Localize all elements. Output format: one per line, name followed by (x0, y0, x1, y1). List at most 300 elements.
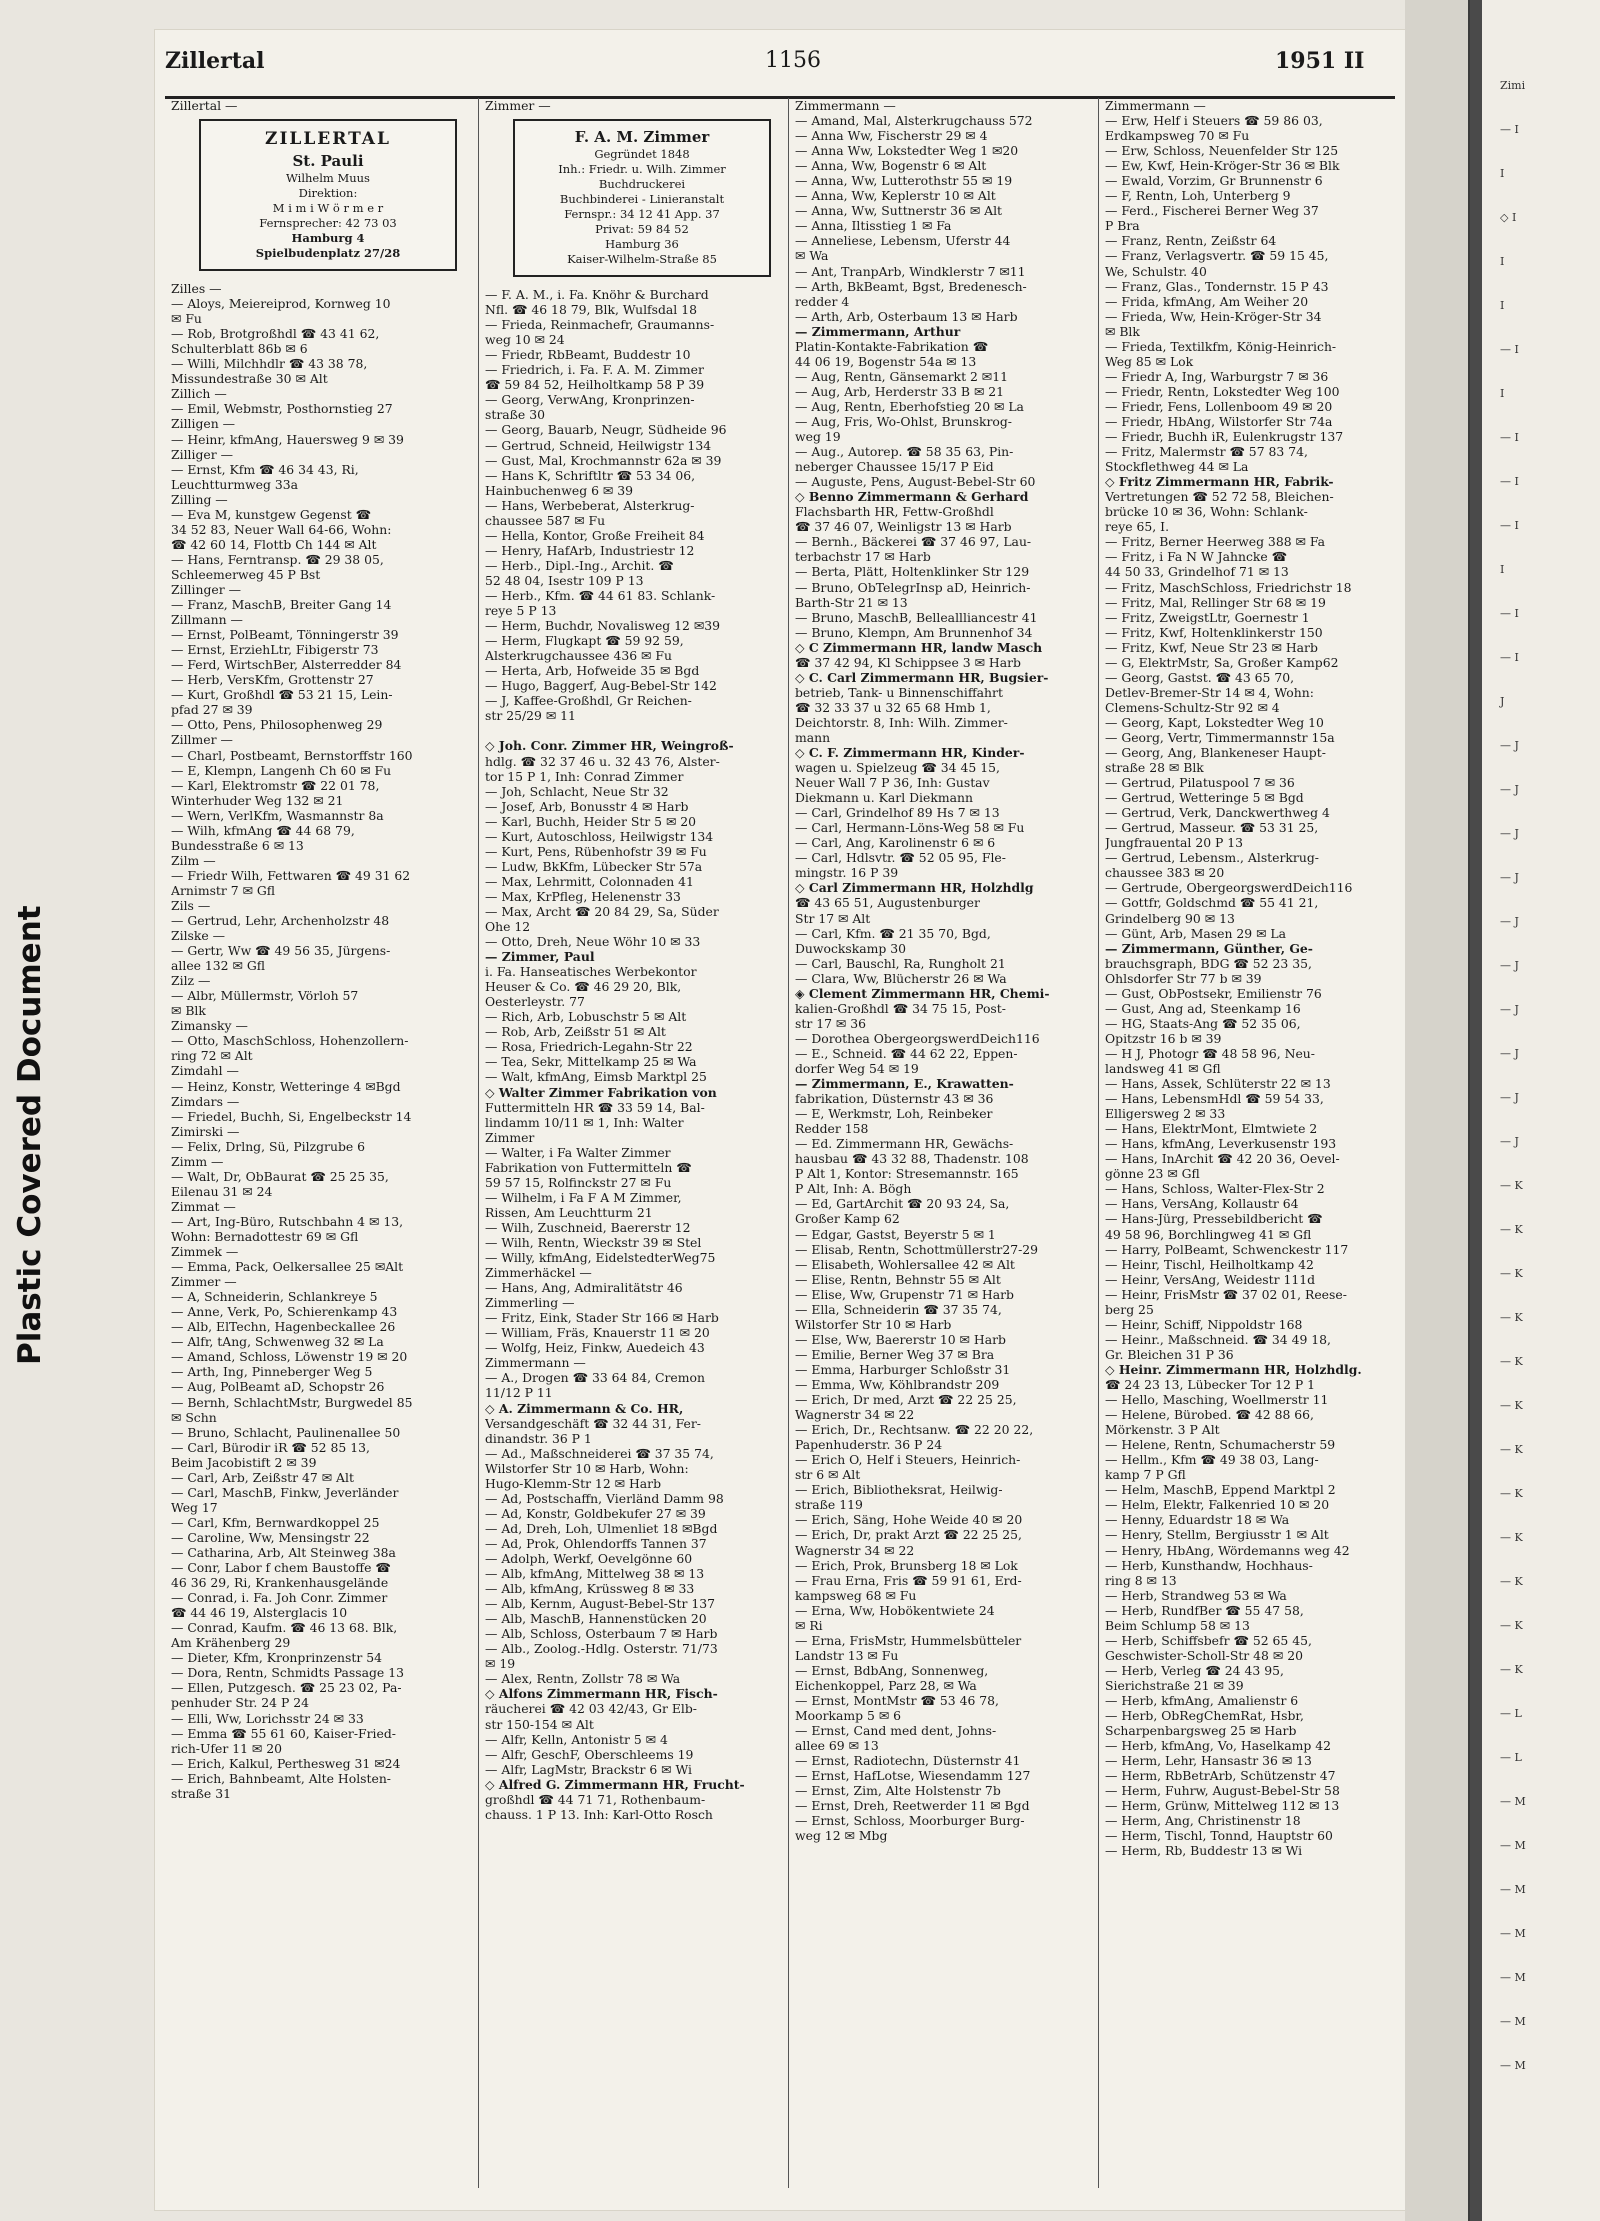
next-page-fragment: I (1500, 563, 1505, 576)
directory-entry-line: straße 31 (171, 1785, 231, 1801)
ad-city: Hamburg 36 (605, 237, 679, 252)
directory-entry-line: ☎ 37 42 94, Kl Schippsee 3 ✉ Harb (795, 654, 1021, 670)
directory-entry-line: fabrikation, Düsternstr 43 ✉ 36 (795, 1091, 994, 1107)
directory-entry-line: — Conrad, Kaufm. ☎ 46 13 68. Blk, (171, 1620, 398, 1636)
directory-entry-line: — Georg, Ang, Blankeneser Haupt- (1105, 745, 1326, 761)
next-page-fragment: — J (1500, 1091, 1519, 1104)
directory-entry-line: Zimansky — (171, 1018, 248, 1034)
directory-entry-line: gönne 23 ✉ Gfl (1105, 1166, 1200, 1182)
directory-entry-line: — Carl, Bauschl, Ra, Rungholt 21 (795, 955, 1006, 971)
directory-entry-line: Missundestraße 30 ✉ Alt (171, 371, 328, 387)
directory-entry-line: — Dorothea ObergeorgswerdDeich116 (795, 1030, 1040, 1046)
directory-entry-line: — Alb, Kernm, August-Bebel-Str 137 (485, 1596, 716, 1612)
directory-entry-line: — A., Drogen ☎ 33 64 84, Cremon (485, 1370, 705, 1386)
directory-entry-line: Zimmat — (171, 1198, 236, 1214)
directory-entry-line: Eichenkoppel, Parz 28, ✉ Wa (795, 1677, 977, 1693)
directory-entry-line: Grindelberg 90 ✉ 13 (1105, 910, 1235, 926)
directory-entry-line: — Rob, Arb, Zeißstr 51 ✉ Alt (485, 1024, 666, 1040)
directory-entry-line: Neuer Wall 7 P 36, Inh: Gustav (795, 775, 990, 791)
directory-entry-line: — Dieter, Kfm, Kronprinzenstr 54 (171, 1650, 383, 1666)
directory-entry-line: Wagnerstr 34 ✉ 22 (795, 1407, 915, 1423)
directory-entry-line: ◇ C. F. Zimmermann HR, Kinder- (795, 745, 1025, 761)
directory-entry-line: neberger Chaussee 15/17 P Eid (795, 459, 994, 475)
directory-entry-line: Str 17 ✉ Alt (795, 910, 871, 926)
directory-entry-line: — Aug., Autorep. ☎ 58 35 63, Pin- (795, 444, 1014, 460)
ad-line: Direktion: (298, 186, 358, 201)
directory-entry-line: Hainbuchenweg 6 ✉ 39 (485, 482, 633, 498)
next-page-fragment: — J (1500, 783, 1519, 796)
directory-entry-line: — Carl, MaschB, Finkw, Jeverländer (171, 1484, 399, 1500)
directory-entry-line: Großer Kamp 62 (795, 1211, 900, 1227)
directory-entry-line: ◇ Alfons Zimmermann HR, Fisch- (485, 1686, 718, 1702)
directory-entry-line (485, 723, 785, 738)
directory-entry-line: — Frieda, Ww, Hein-Kröger-Str 34 (1105, 308, 1322, 324)
directory-entry-line: — Ernst, MontMstr ☎ 53 46 78, (795, 1692, 999, 1708)
directory-entry-line: — Ernst, Radiotechn, Düsternstr 41 (795, 1753, 1021, 1769)
directory-entry-line: redder 4 (795, 293, 850, 309)
directory-entry-line: — Fritz, Kwf, Neue Str 23 ✉ Harb (1105, 639, 1318, 655)
directory-entry-line: — Gertrud, Pilatuspool 7 ✉ 36 (1105, 775, 1295, 791)
directory-entry-line: — Carl, Hdlsvtr. ☎ 52 05 95, Fle- (795, 850, 1006, 866)
ad-phone: Fernspr.: 34 12 41 App. 37 (564, 207, 720, 222)
directory-entry-line: — Herb, Verleg ☎ 24 43 95, (1105, 1662, 1284, 1678)
directory-entry-line: — Franz, Rentn, Zeißstr 64 (1105, 233, 1277, 249)
next-page-fragment: — K (1500, 1531, 1523, 1544)
directory-entry-line: Zilles — (171, 281, 222, 297)
directory-entry-line: — Else, Ww, Baererstr 10 ✉ Harb (795, 1331, 1006, 1347)
directory-entry-line: — Ewald, Vorzim, Gr Brunnenstr 6 (1105, 173, 1323, 189)
directory-entry-line: — Ed, GartArchit ☎ 20 93 24, Sa, (795, 1196, 1010, 1212)
directory-entry-line: chaussee 587 ✉ Fu (485, 512, 606, 528)
directory-entry-line: rich-Ufer 11 ✉ 20 (171, 1740, 283, 1756)
directory-entry-line: Zimdahl — (171, 1063, 239, 1079)
directory-entry-line: — Hans-Jürg, Pressebildbericht ☎ (1105, 1211, 1323, 1227)
directory-entry-line: — Felix, Drlng, Sü, Pilzgrube 6 (171, 1138, 366, 1154)
directory-entry-line: — Bernh, SchlachtMstr, Burgwedel 85 (171, 1394, 413, 1410)
directory-entry-line: — Caroline, Ww, Mensingstr 22 (171, 1529, 370, 1545)
next-page-fragment: I (1500, 387, 1505, 400)
ad-line: Buchdruckerei (598, 177, 686, 192)
directory-entry-line: Wagnerstr 34 ✉ 22 (795, 1542, 915, 1558)
next-page-fragment: Zimi (1500, 79, 1526, 92)
directory-entry-line: — Otto, Pens, Philosophenweg 29 (171, 717, 383, 733)
directory-entry-line: — Auguste, Pens, August-Bebel-Str 60 (795, 474, 1036, 490)
directory-entry-line: mann (795, 729, 831, 745)
directory-entry-line: — Alfr, Kelln, Antonistr 5 ✉ 4 (485, 1731, 668, 1747)
next-page-fragment: I (1500, 255, 1505, 268)
directory-entry-line: — Amand, Mal, Alsterkrugchauss 572 (795, 113, 1033, 129)
directory-entry-line: — Carl, Kfm, Bernwardkoppel 25 (171, 1514, 380, 1530)
directory-entry-line: — Art, Ing-Büro, Rutschbahn 4 ✉ 13, (171, 1213, 404, 1229)
directory-entry-line: — Anna, Ww, Bogenstr 6 ✉ Alt (795, 158, 987, 174)
next-page-fragment: — J (1500, 827, 1519, 840)
directory-entry-line: dorfer Weg 54 ✉ 19 (795, 1061, 919, 1076)
directory-entry-line: Futtermitteln HR ☎ 33 59 14, Bal- (485, 1099, 705, 1115)
directory-entry-line: kampsweg 68 ✉ Fu (795, 1587, 917, 1603)
directory-entry-line: — Hans K, Schriftltr ☎ 53 34 06, (485, 467, 696, 483)
ad-line: Wilhelm Muus (286, 171, 370, 186)
directory-entry-line: — Georg, Bauarb, Neugr, Südheide 96 (485, 422, 727, 438)
directory-entry-line: — Anne, Verk, Po, Schierenkamp 43 (171, 1304, 398, 1320)
next-page-fragment: — M (1500, 1883, 1526, 1896)
directory-entry-line: — Ferd., Fischerei Berner Weg 37 (1105, 203, 1319, 219)
directory-entry-line: — Wolfg, Heiz, Finkw, Auedeich 43 (485, 1340, 705, 1356)
directory-entry-line: — Ella, Schneiderin ☎ 37 35 74, (795, 1301, 1002, 1317)
directory-entry-line: — Carl, Arb, Zeißstr 47 ✉ Alt (171, 1469, 354, 1485)
directory-entry-line: — Hans, LebensmHdl ☎ 59 54 33, (1105, 1091, 1324, 1107)
next-page-fragment: — M (1500, 1839, 1526, 1852)
directory-entry-line: — Harry, PolBeamt, Schwenckestr 117 (1105, 1241, 1349, 1257)
directory-entry-line: Zilling — (171, 491, 228, 507)
directory-entry-line: ◇ Benno Zimmermann & Gerhard (795, 489, 1029, 505)
directory-entry-line: — Emma ☎ 55 61 60, Kaiser-Fried- (171, 1725, 396, 1741)
directory-entry-line: — Karl, Elektromstr ☎ 22 01 78, (171, 777, 380, 793)
ad-line: Buchbinderei - Linieranstalt (559, 192, 725, 207)
directory-entry-line: — Albr, Müllermstr, Vörloh 57 (171, 988, 359, 1004)
directory-entry-line: ✉ Fu (171, 311, 202, 327)
page-gutter (1405, 0, 1468, 2221)
directory-entry-line: Zimmek — (171, 1244, 239, 1260)
directory-entry-line: — Frieda, Reinmachefr, Graumanns- (485, 317, 715, 333)
directory-entry-line: — Fritz, MaschSchloss, Friedrichstr 18 (1105, 579, 1352, 595)
directory-entry-line: — Adolph, Werkf, Oevelgönne 60 (485, 1550, 693, 1566)
directory-entry-line: weg 10 ✉ 24 (485, 332, 565, 348)
directory-entry-line: — Heinr., Maßschneid. ☎ 34 49 18, (1105, 1331, 1331, 1347)
directory-entry-line: — Hans, InArchit ☎ 42 20 36, Oevel- (1105, 1151, 1340, 1167)
directory-entry-line: Elligersweg 2 ✉ 33 (1105, 1106, 1226, 1122)
ad-line: Inh.: Friedr. u. Wilh. Zimmer (558, 162, 726, 177)
directory-entry-line: — Henry, Stellm, Bergiusstr 1 ✉ Alt (1105, 1527, 1329, 1543)
directory-entry-line: — H J, Photogr ☎ 48 58 96, Neu- (1105, 1045, 1315, 1061)
directory-entry-line: Zimmer — (485, 98, 551, 113)
directory-entry-line: Moorkamp 5 ✉ 6 (795, 1708, 902, 1724)
directory-entry-line: — Hellm., Kfm ☎ 49 38 03, Lang- (1105, 1452, 1319, 1468)
directory-entry-line: — Anna, Ww, Suttnerstr 36 ✉ Alt (795, 203, 1003, 219)
directory-entry-line: — Charl, Postbeamt, Bernstorffstr 160 (171, 747, 413, 763)
directory-entry-line: ◇ Walter Zimmer Fabrikation von (485, 1084, 717, 1100)
directory-entry-line: — Wilh, Zuschneid, Baererstr 12 (485, 1219, 691, 1235)
directory-entry-line: 46 36 29, Ri, Krankenhausgelände (171, 1575, 389, 1591)
directory-entry-line: — Anna, Ww, Lutterothstr 55 ✉ 19 (795, 173, 1013, 189)
directory-entry-line: brücke 10 ✉ 36, Wohn: Schlank- (1105, 504, 1308, 520)
directory-entry-line: — Ludw, BkKfm, Lübecker Str 57a (485, 858, 703, 874)
directory-entry-line: — Wern, VerlKfm, Wasmannstr 8a (171, 807, 384, 823)
header-left: Zillertal (165, 48, 265, 74)
directory-entry-line: — Georg, Kapt, Lokstedter Weg 10 (1105, 714, 1324, 730)
directory-entry-line: Weg 85 ✉ Lok (1105, 353, 1194, 369)
next-page-fragment: J (1500, 695, 1505, 708)
directory-entry-line: — Zimmermann, E., Krawatten- (795, 1076, 1014, 1092)
directory-entry-line: — Friedrich, i. Fa. F. A. M. Zimmer (485, 362, 704, 378)
next-page-fragment: — K (1500, 1179, 1523, 1192)
directory-entry-line: — Henry, HafArb, Industriestr 12 (485, 542, 695, 558)
directory-entry-line: Detlev-Bremer-Str 14 ✉ 4, Wohn: (1105, 684, 1314, 700)
directory-entry-line: Wohn: Bernadottestr 69 ✉ Gfl (171, 1229, 359, 1244)
next-page-fragment: — K (1500, 1223, 1523, 1236)
directory-entry-line: — E., Schneid. ☎ 44 62 22, Eppen- (795, 1045, 1018, 1061)
next-page-fragment: — J (1500, 1003, 1519, 1016)
directory-entry-line: — Friedr Wilh, Fettwaren ☎ 49 31 62 (171, 867, 411, 883)
directory-entry-line: — Herm, RbBetrArb, Schützenstr 47 (1105, 1768, 1336, 1784)
directory-entry-line: ✉ Blk (171, 1003, 206, 1019)
column-1 (171, 98, 471, 1801)
next-page-fragment: — J (1500, 739, 1519, 752)
directory-entry-line: — Erich O, Helf i Steuers, Heinrich- (795, 1452, 1021, 1468)
directory-entry-line: — Eva M, kunstgew Gegenst ☎ (171, 506, 372, 522)
next-page-fragment: — K (1500, 1487, 1523, 1500)
directory-entry-line: — Erich, Prok, Brunsberg 18 ✉ Lok (795, 1557, 1018, 1573)
directory-entry-line: — Erich, Bibliotheksrat, Heilwig- (795, 1482, 1003, 1498)
directory-entry-line: — Aug, PolBeamt aD, Schopstr 26 (171, 1379, 385, 1395)
next-page-fragment: — M (1500, 1927, 1526, 1940)
directory-entry-line: Alsterkrugchaussee 436 ✉ Fu (485, 648, 672, 664)
directory-entry-line: Zils — (171, 897, 211, 913)
directory-entry-line: reye 65, I. (1105, 519, 1170, 535)
next-page-fragment: — K (1500, 1311, 1523, 1324)
directory-entry-line: Platin-Kontakte-Fabrikation ☎ (795, 338, 989, 354)
page-edge-shadow (1470, 0, 1482, 2221)
directory-entry-line: — Elise, Rentn, Behnstr 55 ✉ Alt (795, 1271, 1001, 1287)
directory-entry-line: — Erna, FrisMstr, Hummelsbütteler (795, 1632, 1022, 1648)
directory-entry-line: — Friedr A, Ing, Warburgstr 7 ✉ 36 (1105, 368, 1329, 384)
directory-entry-line: Zimmerling — (485, 1295, 575, 1311)
next-page-fragment: — K (1500, 1399, 1523, 1412)
directory-entry-line: i. Fa. Hanseatisches Werbekontor (485, 964, 697, 980)
directory-entry-line: — Ernst, ErziehLtr, Fibigerstr 73 (171, 642, 379, 658)
directory-entry-line: Weg 17 (171, 1499, 218, 1515)
directory-entry-line: — Herm, Lehr, Hansastr 36 ✉ 13 (1105, 1753, 1312, 1769)
directory-entry-line: Rissen, Am Leuchtturm 21 (485, 1204, 653, 1220)
directory-entry-line: — Zimmermann, Günther, Ge- (1105, 940, 1313, 956)
directory-entry-line: Barth-Str 21 ✉ 13 (795, 594, 908, 610)
directory-entry-line: ◇ Joh. Conr. Zimmer HR, Weingroß- (485, 738, 734, 754)
directory-entry-line: — Gertrud, Lehr, Archenholzstr 48 (171, 913, 390, 929)
directory-entry-line: — Catharina, Arb, Alt Steinweg 38a (171, 1544, 396, 1560)
directory-entry-line: — Alb, ElTechn, Hagenbeckallee 26 (171, 1319, 396, 1335)
directory-entry-line: — Hans, kfmAng, Leverkusenstr 193 (1105, 1136, 1337, 1152)
directory-entry-line: — Herm, Rb, Buddestr 13 ✉ Wi (1105, 1843, 1303, 1859)
directory-entry-line: — Otto, MaschSchloss, Hohenzollern- (171, 1033, 409, 1049)
directory-entry-line: mingstr. 16 P 39 (795, 865, 899, 881)
next-page-fragment: — I (1500, 123, 1519, 136)
directory-entry-line: dinandstr. 36 P 1 (485, 1430, 592, 1446)
next-page-fragment: — J (1500, 959, 1519, 972)
next-page-fragment: — J (1500, 871, 1519, 884)
next-page-fragment: — I (1500, 431, 1519, 444)
directory-entry-line: — Hans, VersAng, Kollaustr 64 (1105, 1196, 1299, 1212)
column-4 (1105, 98, 1405, 1858)
directory-entry-line: — Franz, Verlagsvertr. ☎ 59 15 45, (1105, 248, 1329, 264)
directory-entry-line: — Carl, Bürodir iR ☎ 52 85 13, (171, 1439, 370, 1455)
directory-entry-line: — Erich, Kalkul, Perthesweg 31 ✉24 (171, 1755, 401, 1771)
directory-entry-line: — Carl, Hermann-Löns-Weg 58 ✉ Fu (795, 820, 1025, 836)
next-page-fragment: I (1500, 167, 1505, 180)
directory-entry-line: — Fritz, ZweigstLtr, Goernestr 1 (1105, 609, 1310, 625)
directory-entry-line: — Erw, Schloss, Neuenfelder Str 125 (1105, 143, 1339, 159)
directory-entry-line: — Gertrud, Masseur. ☎ 53 31 25, (1105, 820, 1319, 836)
directory-entry-line: Heuser & Co. ☎ 46 29 20, Blk, (485, 979, 682, 995)
directory-entry-line: — Ernst, Schloss, Moorburger Burg- (795, 1813, 1025, 1829)
directory-entry-line: lindamm 10/11 ✉ 1, Inh: Walter (485, 1114, 684, 1130)
directory-entry-line: 59 57 15, Rolfinckstr 27 ✉ Fu (485, 1174, 672, 1190)
directory-entry-line: — Joh, Schlacht, Neue Str 32 (485, 783, 669, 799)
next-page-fragment: — M (1500, 1971, 1526, 1984)
directory-entry-line: — Ad, Konstr, Goldbekufer 27 ✉ 39 (485, 1505, 706, 1521)
directory-entry-line: — Bernh., Bäckerei ☎ 37 46 97, Lau- (795, 534, 1032, 550)
directory-entry-line: — Kurt, Pens, Rübenhofstr 39 ✉ Fu (485, 843, 707, 859)
directory-entry-line: — Walter, i Fa Walter Zimmer (485, 1144, 671, 1160)
directory-entry-line: Landstr 13 ✉ Fu (795, 1647, 899, 1663)
directory-entry-line: — Frau Erna, Fris ☎ 59 91 61, Erd- (795, 1572, 1022, 1588)
directory-entry-line: — Helene, Bürobed. ☎ 42 88 66, (1105, 1407, 1314, 1423)
next-page-fragment: — J (1500, 1135, 1519, 1148)
directory-entry-line: Zimmer (485, 1129, 535, 1145)
directory-entry-line: — J, Kaffee-Großhdl, Gr Reichen- (485, 693, 692, 709)
directory-entry-line: — Bruno, MaschB, Belleallliancestr 41 (795, 609, 1038, 625)
directory-entry-line: — Heinr, VersAng, Weidestr 111d (1105, 1271, 1316, 1287)
directory-entry-line: kalien-Großhdl ☎ 34 75 15, Post- (795, 1000, 1006, 1016)
directory-entry-line: — Max, Archt ☎ 20 84 29, Sa, Süder (485, 903, 719, 919)
directory-entry-line: ☎ 32 33 37 u 32 65 68 Hmb 1, (795, 699, 991, 715)
directory-entry-line: — Aug, Arb, Herderstr 33 B ✉ 21 (795, 383, 1005, 399)
directory-entry-line: — Ernst, BdbAng, Sonnenweg, (795, 1662, 989, 1678)
next-page-fragment: — J (1500, 915, 1519, 928)
next-page-fragment: — L (1500, 1707, 1522, 1720)
directory-entry-line: ✉ Wa (795, 248, 829, 264)
directory-entry-line: hausbau ☎ 43 32 88, Thadenstr. 108 (795, 1151, 1029, 1167)
directory-entry-line: — Gust, Mal, Krochmannstr 62a ✉ 39 (485, 452, 722, 468)
directory-entry-line: — Franz, MaschB, Breiter Gang 14 (171, 597, 392, 613)
directory-entry-line: ✉ Schn (171, 1409, 217, 1425)
directory-entry-line: — Herm, Flugkapt ☎ 59 92 59, (485, 633, 684, 649)
directory-entry-line: — Aug, Fris, Wo-Ohlst, Brunskrog- (795, 413, 1012, 429)
directory-entry-line: Arnimstr 7 ✉ Gfl (171, 882, 276, 898)
directory-entry-line: Nfl. ☎ 46 18 79, Blk, Wulfsdal 18 (485, 302, 697, 318)
directory-entry-line: Gr. Bleichen 31 P 36 (1105, 1346, 1234, 1362)
directory-entry-line: — Erich, Dr., Rechtsanw. ☎ 22 20 22, (795, 1422, 1034, 1438)
directory-entry-line: — William, Fräs, Knauerstr 11 ✉ 20 (485, 1325, 710, 1341)
next-page-fragment: — M (1500, 2015, 1526, 2028)
directory-entry-line: terbachstr 17 ✉ Harb (795, 549, 931, 565)
next-page-fragment: ◇ I (1500, 211, 1517, 224)
directory-entry-line: — Anna, Iltisstieg 1 ✉ Fa (795, 218, 952, 234)
ad-subtitle: St. Pauli (292, 152, 364, 171)
directory-entry-line: — Herb, Kunsthandw, Hochhaus- (1105, 1557, 1313, 1573)
directory-entry-line: — Frida, kfmAng, Am Weiher 20 (1105, 293, 1309, 309)
directory-entry-line: Zilliger — (171, 446, 233, 462)
directory-entry-line: — Zimmermann, Arthur (795, 323, 961, 339)
directory-entry-line: ring 72 ✉ Alt (171, 1048, 253, 1064)
ad-phone: Fernsprecher: 42 73 03 (259, 216, 397, 231)
ad-title: ZILLERTAL (265, 129, 391, 150)
header-right: 1951 II (1275, 48, 1365, 74)
directory-entry-line: str 6 ✉ Alt (795, 1467, 861, 1483)
directory-entry-line: — Ellen, Putzgesch. ☎ 25 23 02, Pa- (171, 1680, 402, 1696)
directory-entry-line: — Dora, Rentn, Schmidts Passage 13 (171, 1665, 404, 1681)
directory-entry-line: — Hugo, Baggerf, Aug-Bebel-Str 142 (485, 678, 717, 694)
directory-entry-line: Oesterleystr. 77 (485, 994, 585, 1010)
directory-entry-line: — Bruno, ObTelegrInsp aD, Heinrich- (795, 579, 1031, 595)
next-page-fragment: — I (1500, 607, 1519, 620)
directory-entry-line: weg 19 (795, 429, 841, 445)
directory-entry-line: ☎ 44 46 19, Alsterglacis 10 (171, 1605, 348, 1621)
directory-entry-line: — Ernst, Zim, Alte Holstenstr 7b (795, 1783, 1001, 1799)
directory-entry-line: — Herb., Dipl.-Ing., Archit. ☎ (485, 557, 674, 573)
next-page-fragment: — M (1500, 2059, 1526, 2072)
directory-entry-line: P Alt 1, Kontor: Stresemannstr. 165 (795, 1166, 1019, 1182)
directory-entry-line: str 25/29 ✉ 11 (485, 708, 576, 724)
directory-entry-line: — Hello, Masching, Woellmerstr 11 (1105, 1392, 1329, 1408)
column-divider (1098, 98, 1099, 2188)
directory-entry-line: — Fritz, Mal, Rellinger Str 68 ✉ 19 (1105, 594, 1326, 610)
directory-entry-line: — Heinz, Konstr, Wetteringe 4 ✉Bgd (171, 1078, 401, 1094)
directory-entry-line: P Alt, Inh: A. Bögh (795, 1181, 912, 1197)
directory-entry-line: — Max, Lehrmitt, Colonnaden 41 (485, 873, 694, 889)
directory-entry-line: 44 50 33, Grindelhof 71 ✉ 13 (1105, 564, 1289, 580)
directory-entry-line: ◇ Fritz Zimmermann HR, Fabrik- (1105, 474, 1334, 490)
directory-entry-line: — Willi, Milchhdlr ☎ 43 38 78, (171, 356, 368, 372)
directory-entry-line: — Anneliese, Lebensm, Uferstr 44 (795, 233, 1011, 249)
directory-entry-line: — Alb, MaschB, Hannenstücken 20 (485, 1611, 707, 1627)
directory-entry-line: — Wilhelm, i Fa F A M Zimmer, (485, 1189, 682, 1205)
directory-entry-line: — Hans, Ang, Admiralitätstr 46 (485, 1280, 683, 1296)
directory-entry-line: — Heinr, FrisMstr ☎ 37 02 01, Reese- (1105, 1286, 1347, 1302)
directory-entry-line: — Heinr, Tischl, Heilholtkamp 42 (1105, 1256, 1314, 1272)
ad-title: F. A. M. Zimmer (574, 128, 710, 147)
directory-entry-line: — Herb, Schiffsbefr ☎ 52 65 45, (1105, 1632, 1312, 1648)
directory-entry-line: — Friedel, Buchh, Si, Engelbeckstr 14 (171, 1108, 412, 1124)
directory-entry-line: — Friedr, RbBeamt, Buddestr 10 (485, 347, 691, 363)
directory-entry-line: — Hella, Kontor, Große Freiheit 84 (485, 527, 705, 543)
directory-entry-line: ◇ C. Carl Zimmermann HR, Bugsier- (795, 669, 1049, 685)
directory-entry-line: — Gertrude, ObergeorgswerdDeich116 (1105, 880, 1353, 896)
directory-entry-line: We, Schulstr. 40 (1105, 263, 1207, 279)
directory-entry-line: — Erw, Helf i Steuers ☎ 59 86 03, (1105, 113, 1323, 129)
next-page-edge (1468, 0, 1600, 2221)
directory-entry-line: hdlg. ☎ 32 37 46 u. 32 43 76, Alster- (485, 753, 720, 769)
next-page-fragment: — K (1500, 1575, 1523, 1588)
directory-entry-line: tor 15 P 1, Inh: Conrad Zimmer (485, 768, 684, 784)
directory-entry-line: chaussee 383 ✉ 20 (1105, 865, 1225, 881)
directory-entry-line: — Ad, Prok, Ohlendorffs Tannen 37 (485, 1535, 707, 1551)
directory-entry-line: — Friedr, Fens, Lollenboom 49 ✉ 20 (1105, 398, 1333, 414)
directory-entry-line: — Emma, Pack, Oelkersallee 25 ✉Alt (171, 1259, 404, 1275)
directory-entry-line: ◇ Alfred G. Zimmermann HR, Frucht- (485, 1776, 745, 1792)
directory-entry-line: Beim Schlump 58 ✉ 13 (1105, 1617, 1250, 1633)
directory-entry-line: ◇ A. Zimmermann & Co. HR, (485, 1400, 684, 1416)
directory-entry-line: penhuder Str. 24 P 24 (171, 1695, 309, 1711)
directory-entry-line: — Herb, kfmAng, Amalienstr 6 (1105, 1692, 1299, 1708)
directory-entry-line: 11/12 P 11 (485, 1385, 553, 1401)
next-page-fragment: I (1500, 299, 1505, 312)
directory-entry-line: — Ew, Kwf, Hein-Kröger-Str 36 ✉ Blk (1105, 158, 1340, 174)
directory-entry-line: — Herb., Kfm. ☎ 44 61 83. Schlank- (485, 587, 716, 603)
directory-entry-line: reye 5 P 13 (485, 603, 557, 619)
directory-entry-line: 34 52 83, Neuer Wall 64-66, Wohn: (171, 521, 392, 537)
directory-entry-line: — Bruno, Schlacht, Paulinenallee 50 (171, 1424, 401, 1440)
directory-entry-line: — Tea, Sekr, Mittelkamp 25 ✉ Wa (485, 1054, 697, 1070)
ad-city: Hamburg 4 (291, 231, 365, 246)
directory-entry-line: Zillmann — (171, 612, 243, 628)
ad-phone: Privat: 59 84 52 (595, 222, 689, 237)
directory-entry-line: — Hans, Ferntransp. ☎ 29 38 05, (171, 551, 384, 567)
directory-entry-line: Vertretungen ☎ 52 72 58, Bleichen- (1105, 489, 1334, 505)
directory-entry-line: — Ad, Dreh, Loh, Ulmenliet 18 ✉Bgd (485, 1520, 718, 1536)
directory-entry-line: — Aloys, Meiereiprod, Kornweg 10 (171, 296, 391, 312)
directory-entry-line: Papenhuderstr. 36 P 24 (795, 1437, 943, 1453)
directory-entry-line: Flachsbarth HR, Fettw-Großhdl (795, 504, 994, 520)
directory-page (155, 30, 1405, 2210)
